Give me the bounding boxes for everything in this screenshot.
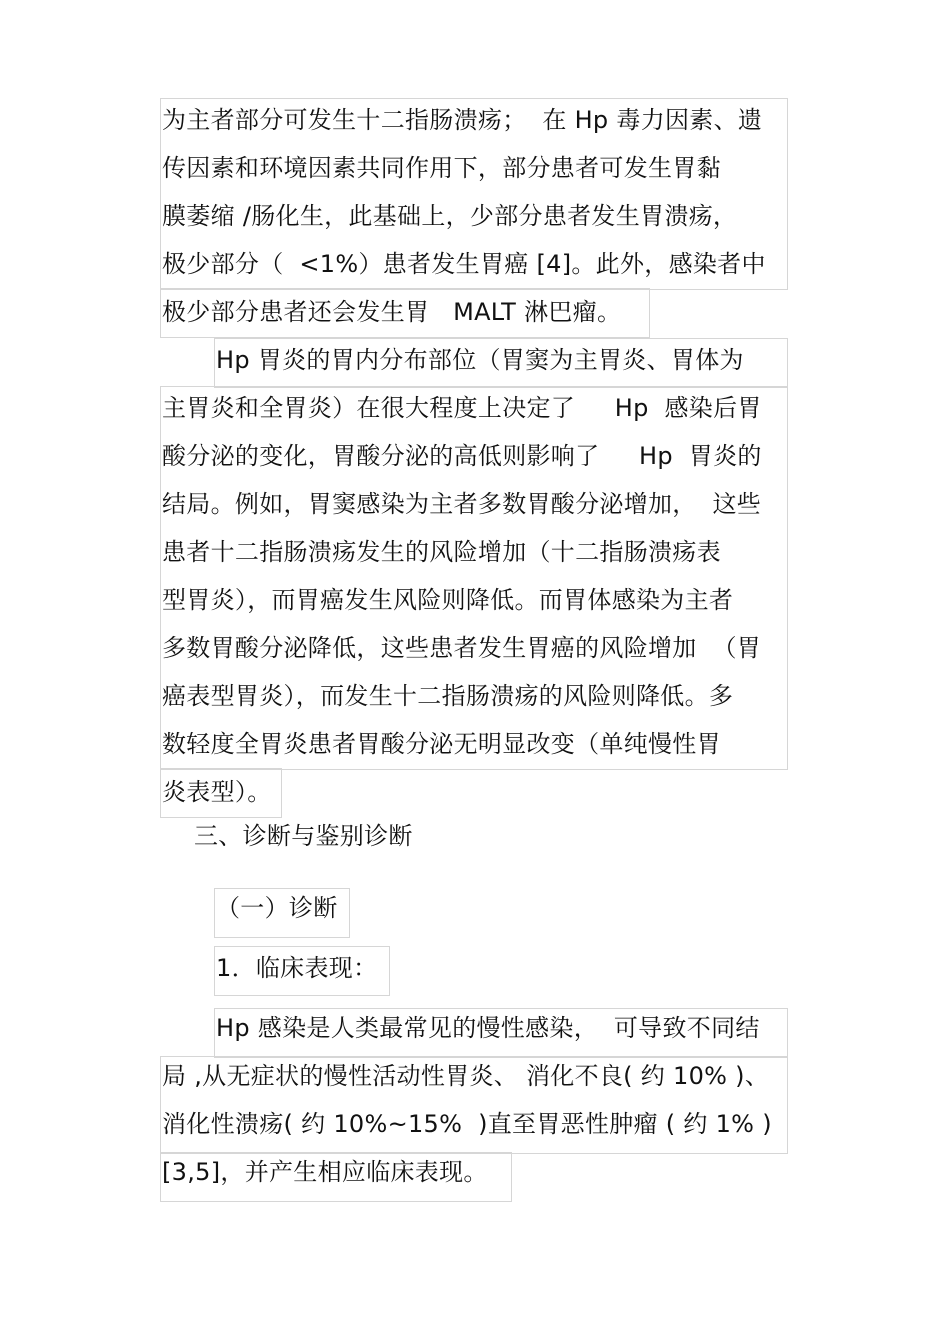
paragraph-line: 结局。例如，胃窦感染为主者多数胃酸分泌增加， 这些 <box>162 490 762 518</box>
section-heading: 三、诊断与鉴别诊断 <box>194 822 413 850</box>
paragraph-line: 型胃炎），而胃癌发生风险则降低。而胃体感染为主者 <box>162 586 734 614</box>
paragraph-line: 酸分泌的变化，胃酸分泌的高低则影响了 Hp 胃炎的 <box>162 442 762 470</box>
item-heading: 1．临床表现： <box>216 954 378 982</box>
paragraph-line: 为主者部分可发生十二指肠溃疡； 在 Hp 毒力因素、遗 <box>162 106 763 134</box>
paragraph-line: Hp 胃炎的胃内分布部位（胃窦为主胃炎、胃体为 <box>216 346 744 374</box>
paragraph-line: Hp 感染是人类最常见的慢性感染， 可导致不同结 <box>216 1014 760 1042</box>
paragraph-line: 患者十二指肠溃疡发生的风险增加（十二指肠溃疡表 <box>162 538 721 566</box>
paragraph-line: 炎表型）。 <box>162 778 272 806</box>
paragraph-line: 数轻度全胃炎患者胃酸分泌无明显改变（单纯慢性胃 <box>162 730 721 758</box>
paragraph-line: 消化性溃疡( 约 10%~15% )直至胃恶性肿瘤 ( 约 1% ) <box>162 1110 772 1138</box>
paragraph-line: 局 ,从无症状的慢性活动性胃炎、 消化不良( 约 10% )、 <box>162 1062 770 1090</box>
paragraph-line: 极少部分患者还会发生胃 MALT 淋巴瘤。 <box>162 298 622 326</box>
paragraph-line: 传因素和环境因素共同作用下，部分患者可发生胃黏 <box>162 154 721 182</box>
paragraph-line: 多数胃酸分泌降低，这些患者发生胃癌的风险增加 （胃 <box>162 634 762 662</box>
paragraph-line: [3,5]，并产生相应临床表现。 <box>162 1158 488 1186</box>
paragraph-line: 主胃炎和全胃炎）在很大程度上决定了 Hp 感染后胃 <box>162 394 762 422</box>
paragraph-line: 极少部分（ <1%）患者发生胃癌 [4]。此外，感染者中 <box>162 250 766 278</box>
subsection-heading: （一）诊断 <box>216 894 338 922</box>
paragraph-line: 膜萎缩 /肠化生，此基础上，少部分患者发生胃溃疡， <box>162 202 738 230</box>
paragraph-line: 癌表型胃炎），而发生十二指肠溃疡的风险则降低。多 <box>162 682 734 710</box>
